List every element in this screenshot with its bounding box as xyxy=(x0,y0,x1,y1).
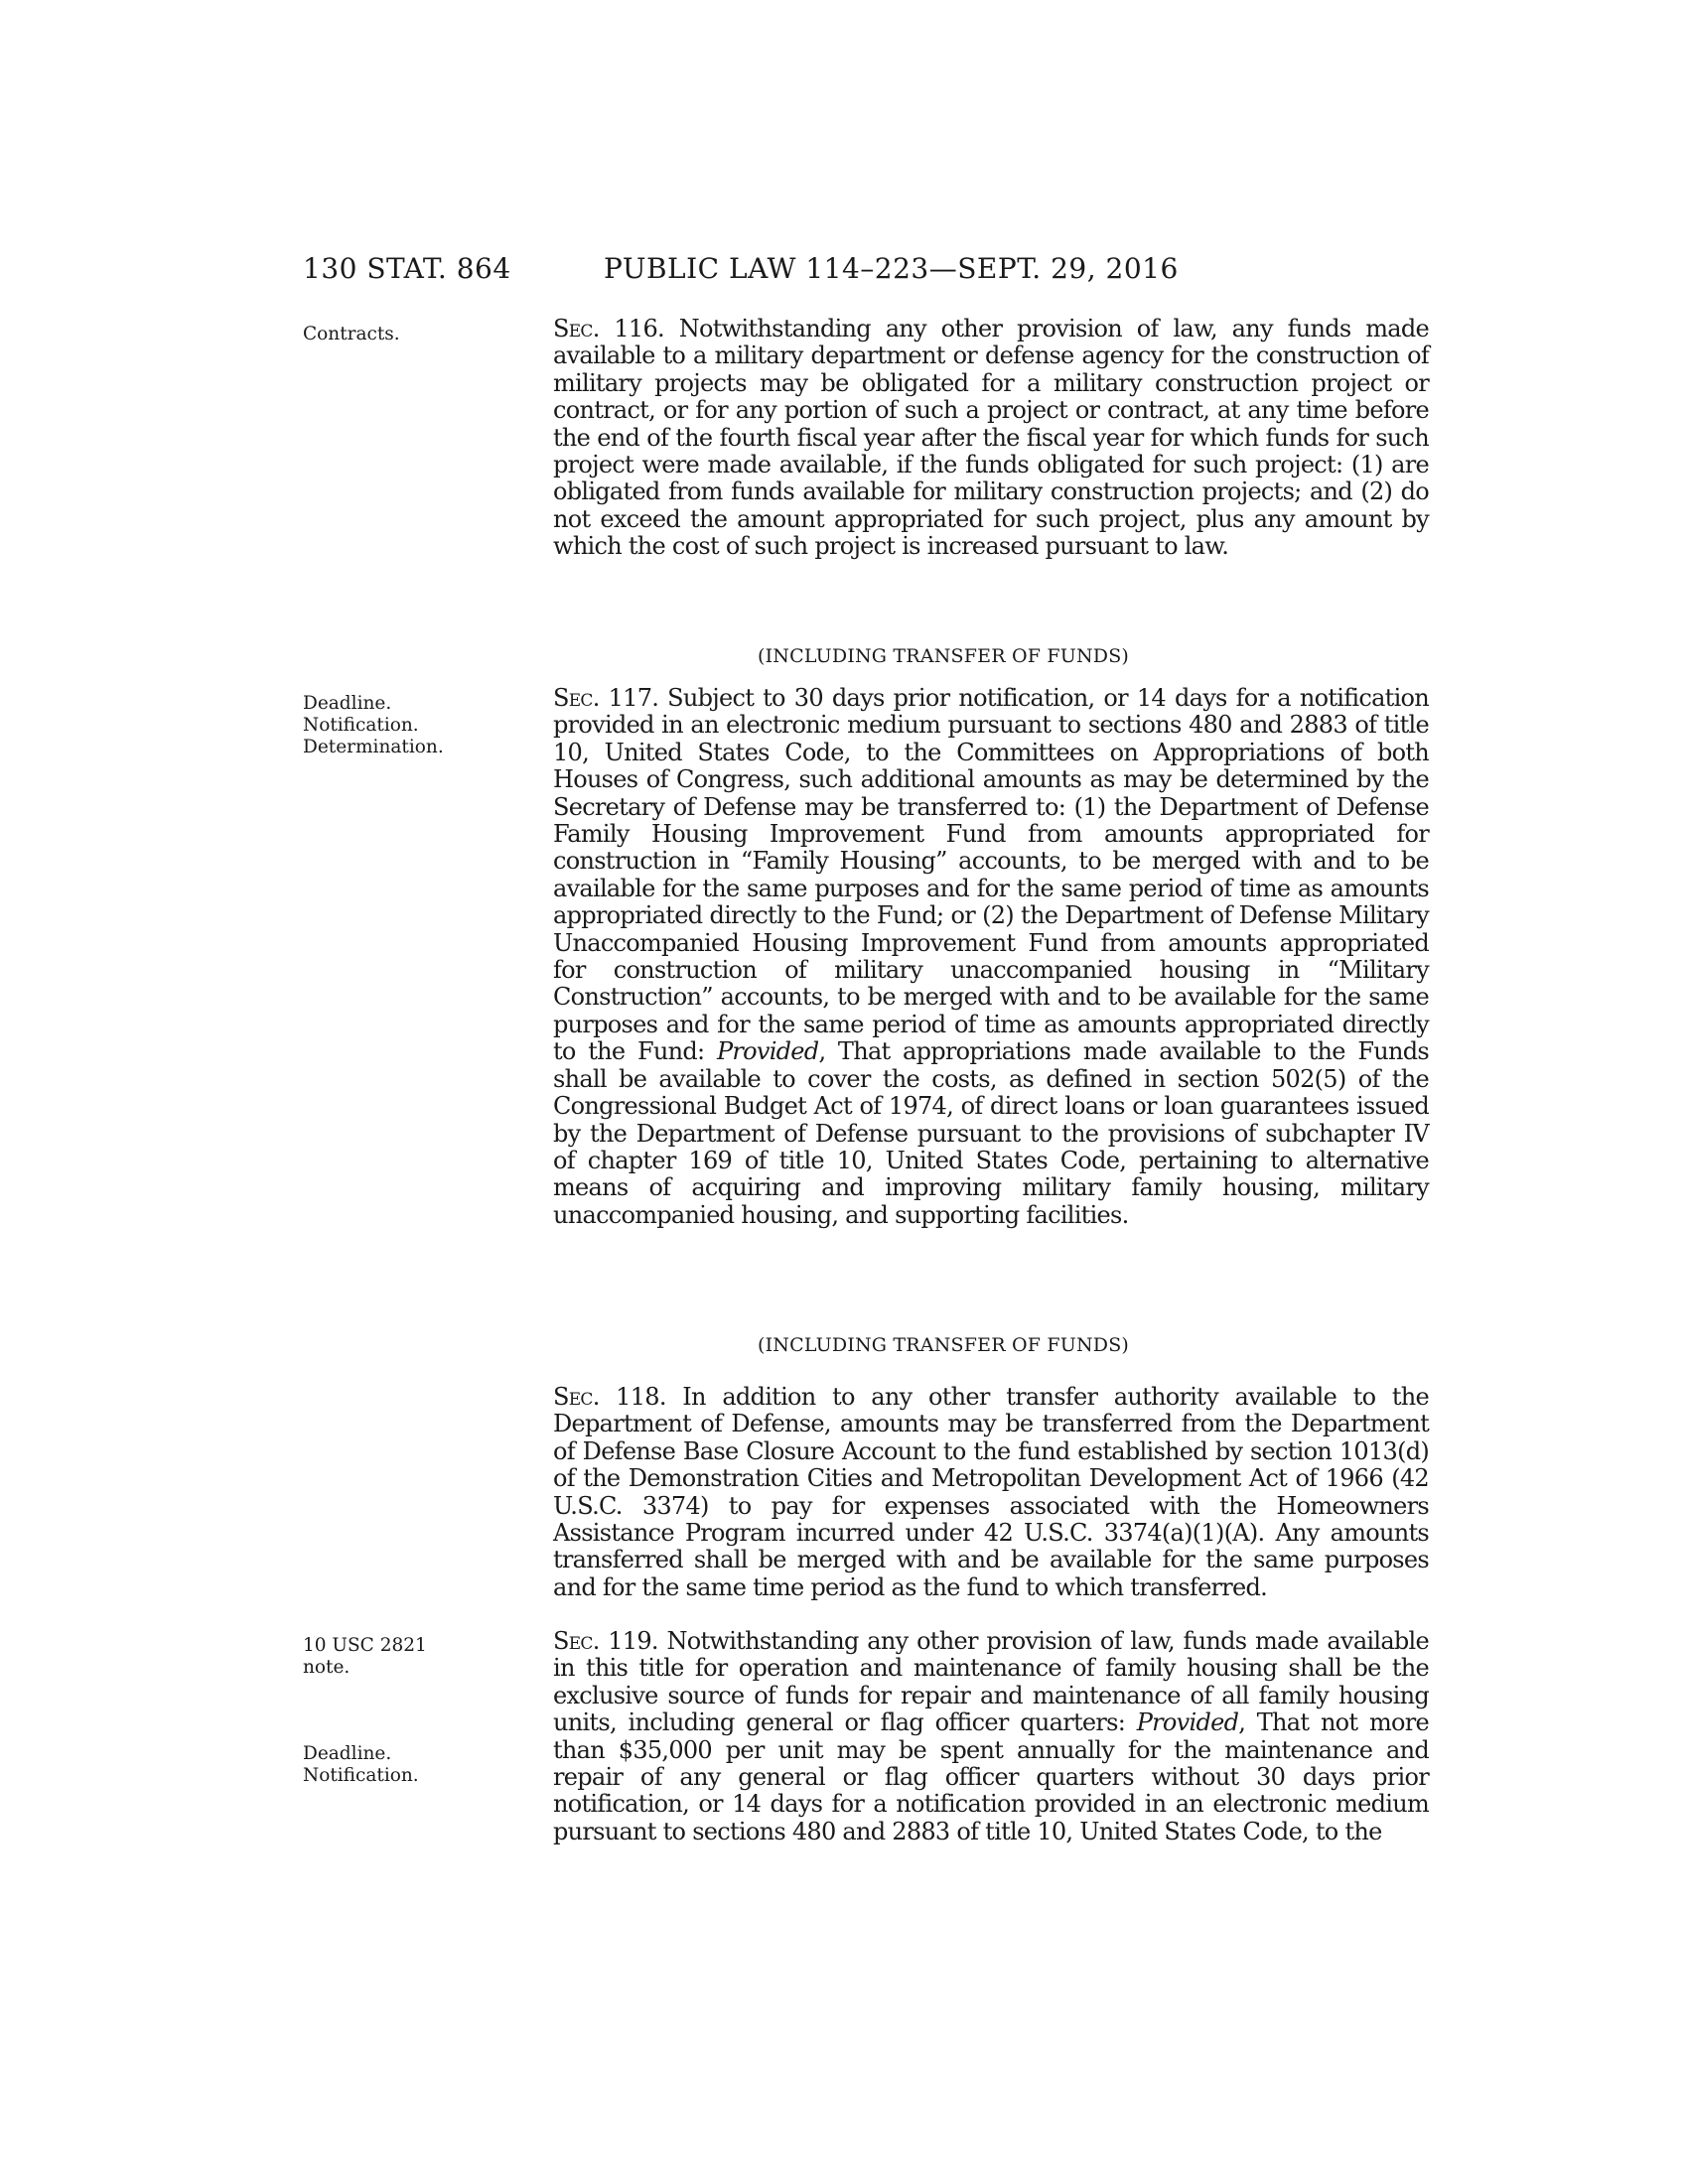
section-117 xyxy=(505,685,1429,1229)
page-number: 130 STAT. 864 xyxy=(303,252,511,285)
margin-note-line: Deadline. xyxy=(303,693,392,714)
margin-note-deadline-notification-determination xyxy=(303,693,444,758)
margin-note-line: Contracts. xyxy=(303,324,400,344)
section-label: Sec. 118. xyxy=(553,1383,666,1411)
margin-note-line: Notification. xyxy=(303,715,419,736)
subheading-including-transfer-of-funds-2: (INCLUDING TRANSFER OF FUNDS) xyxy=(757,1334,1130,1356)
section-text: , That not more than $35,000 per unit may be spent annually for the maintenance and repair of any general or flag officer quarters without 30 days prior notification, or 14 days for a notification provided in an electronic medium pursuant to sections 480 and 2883 of title 10, United States Code, to the xyxy=(553,1708,1429,1845)
section-text: , That appropriations made available to the Funds shall be available to cover the costs, as defined in section 502(5) of the Congressional Budget Act of 1974, of direct loans or loan guarantees issued by the Department of Defense pursuant to the provisions of subchapter IV of chapter 169 of title 10, United States Code, pertaining to alternative means of acquiring and improving military family housing, military unaccompanied housing, and supporting facilities. xyxy=(553,1037,1429,1229)
margin-note-contracts xyxy=(303,324,400,345)
subheading-including-transfer-of-funds: (INCLUDING TRANSFER OF FUNDS) xyxy=(757,645,1130,667)
margin-note-line: Deadline. xyxy=(303,1743,392,1764)
margin-note-line: Notification. xyxy=(303,1765,419,1786)
section-text: Subject to 30 days prior notification, or 14 days for a notification provided in an electronic medium pursuant to sections 480 and 2883 of title 10, United States Code, to the Committees on Appropriations of both Houses of Congress, such additional amounts as may be determined by the Secretary of Defense may be transferred to: (1) the Department of Defense Family Housing Improvement Fund from amounts appropriated for construction in “Family Housing” accounts, to be merged with and to be available for the same purposes and for the same period of time as amounts appropriated directly to the Fund; or (2) the Department of Defense Military Unaccompanied Housing Improvement Fund from amounts appropriated for construction of military unaccompanied housing in “Military Construction” accounts, to be merged with and to be available for the same purposes and for the same period of time as amounts appropriated directly to the Fund: xyxy=(553,684,1430,1066)
margin-note-line: note. xyxy=(303,1657,351,1678)
margin-note-deadline-notification xyxy=(303,1743,419,1787)
section-116 xyxy=(505,316,1429,561)
section-text: Notwithstanding any other provision of law, any funds made available to a military department or defense agency for the construction of military projects may be obligated for a military construction project or contract, or for any portion of such a project or contract, at any time before the end of the fourth fiscal year after the fiscal year for which funds for such project were made available, if the funds obligated for such project: (1) are obligated from funds available for military construction projects; and (2) do not exceed the amount appropriated for such project, plus any amount by which the cost of such project is increased pursuant to law. xyxy=(553,315,1429,561)
proviso-word: Provided xyxy=(716,1037,819,1066)
section-label: Sec. 117. xyxy=(553,684,659,712)
section-label: Sec. 116. xyxy=(553,315,664,342)
proviso-word: Provided xyxy=(1136,1708,1239,1737)
running-head: PUBLIC LAW 114–223—SEPT. 29, 2016 xyxy=(604,252,1179,285)
section-text: In addition to any other transfer authority available to the Department of Defense, amounts may be transferred from the Department of Defense Base Closure Account to the fund established by section 1013(d) of the Demonstration Cities and Metropolitan Development Act of 1966 (42 U.S.C. 3374) to pay for expenses associated with the Homeowners Assistance Program incurred under 42 U.S.C. 3374(a)(1)(A). Any amounts transferred shall be merged with and be available for the same purposes and for the same time period as the fund to which transferred. xyxy=(553,1383,1430,1601)
margin-note-line: Determination. xyxy=(303,737,444,757)
margin-note-line: 10 USC 2821 xyxy=(303,1635,427,1656)
section-118 xyxy=(505,1384,1429,1601)
margin-note-usc-citation xyxy=(303,1635,427,1679)
section-text: Notwithstanding any other provision of law, funds made available in this title for operation and maintenance of family housing shall be the exclusive source of funds for repair and maintenance of all family housing units, including general or flag officer quarters: xyxy=(553,1627,1429,1737)
section-label: Sec. 119. xyxy=(553,1627,658,1655)
section-119 xyxy=(505,1628,1429,1845)
